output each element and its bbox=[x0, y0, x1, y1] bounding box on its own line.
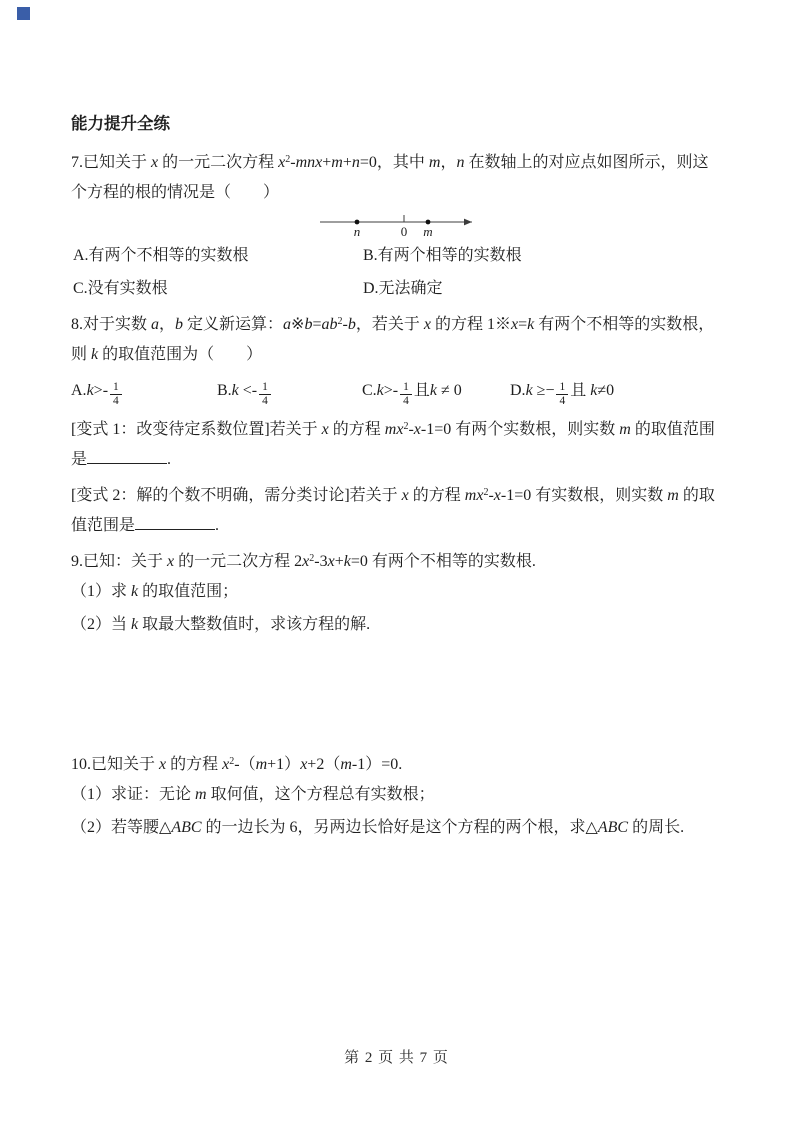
text-run: =0，其中 bbox=[359, 154, 429, 171]
q7-options-cd-option-a bbox=[73, 272, 363, 305]
variant1-line2 bbox=[71, 443, 729, 476]
text-run: 取何值，这个方程总有实数根； bbox=[206, 786, 435, 803]
math-variable: x bbox=[159, 756, 167, 773]
superscript: 2 bbox=[483, 487, 489, 498]
math-variable: n bbox=[456, 154, 465, 171]
q7-options-cd bbox=[71, 272, 729, 305]
math-variable: x bbox=[222, 756, 230, 773]
fraction bbox=[110, 381, 122, 407]
text-run: ， bbox=[440, 154, 457, 171]
q8-options-option-a bbox=[71, 371, 217, 410]
math-variable: b bbox=[347, 316, 356, 333]
math-variable: x bbox=[327, 553, 335, 570]
q7-options-cd-option-b bbox=[363, 272, 729, 305]
q10-part1 bbox=[71, 778, 729, 811]
math-variable: mx bbox=[464, 487, 484, 504]
text-run: A. bbox=[71, 382, 87, 399]
math-variable: x bbox=[423, 316, 431, 333]
math-variable: k bbox=[86, 382, 94, 399]
text-run: <- bbox=[238, 382, 258, 399]
math-variable: x bbox=[401, 487, 409, 504]
text-run: +1） bbox=[267, 756, 301, 773]
math-variable: m bbox=[428, 154, 441, 171]
math-variable: ABC bbox=[171, 819, 202, 836]
text-run: 定义新运算： bbox=[183, 316, 284, 333]
text-run: 9.已知：关于 bbox=[71, 553, 168, 570]
superscript: 2 bbox=[403, 421, 409, 432]
q7-options-ab bbox=[71, 239, 729, 272]
q7-options-ab-option-a bbox=[73, 239, 363, 272]
text-run: （1）求证：无论 bbox=[71, 786, 196, 803]
superscript: 2 bbox=[309, 553, 315, 564]
variant2-line2 bbox=[71, 509, 729, 542]
math-variable: x bbox=[493, 487, 501, 504]
math-variable: mx bbox=[384, 421, 404, 438]
q8-line2 bbox=[71, 338, 729, 371]
text-run: 取最大整数值时，求该方程的解. bbox=[138, 616, 371, 633]
math-variable: x bbox=[510, 316, 519, 333]
section-heading bbox=[71, 108, 729, 141]
math-variable: k bbox=[231, 382, 239, 399]
text-run: -3 bbox=[314, 553, 328, 570]
text-run: [变式 1：改变待定系数位置]若关于 bbox=[71, 421, 322, 438]
text-run: = bbox=[518, 316, 528, 333]
answer-blank bbox=[135, 515, 215, 530]
text-run: +2（ bbox=[307, 756, 341, 773]
text-run: ※ bbox=[291, 316, 305, 333]
text-run: D. bbox=[510, 382, 526, 399]
math-variable: m bbox=[255, 756, 268, 773]
text-run: 有两个不相等的实数根， bbox=[534, 316, 715, 333]
text-run: ，若关于 bbox=[355, 316, 424, 333]
math-variable: a bbox=[283, 316, 292, 333]
worksheet-content bbox=[71, 108, 729, 844]
q7-line2 bbox=[71, 176, 729, 209]
text-run: 8.对于实数 bbox=[71, 316, 152, 333]
fraction-numerator: 1 bbox=[400, 381, 412, 395]
text-run: - bbox=[408, 421, 414, 438]
axis-arrow-icon bbox=[464, 219, 472, 226]
q8-options bbox=[71, 371, 729, 410]
text-run: 的取 bbox=[678, 487, 715, 504]
text-run: D.无法确定 bbox=[363, 280, 443, 297]
fraction bbox=[259, 381, 271, 407]
text-run: 且 bbox=[413, 382, 430, 399]
math-variable: m bbox=[340, 756, 352, 773]
math-variable: k bbox=[527, 316, 535, 333]
fraction-numerator: 1 bbox=[259, 381, 271, 395]
math-variable: k bbox=[590, 382, 598, 399]
text-run: C. bbox=[362, 382, 377, 399]
text-run: 的方程 1※ bbox=[430, 316, 511, 333]
text-run: 7.已知关于 bbox=[71, 154, 152, 171]
math-variable: x bbox=[413, 421, 421, 438]
math-variable: x bbox=[321, 421, 329, 438]
text-run: -1=0 有两个实数根，则实数 bbox=[420, 421, 620, 438]
text-run: - bbox=[342, 316, 348, 333]
text-run: - bbox=[290, 154, 296, 171]
corner-marker bbox=[17, 7, 30, 20]
text-run: ≠0 bbox=[597, 382, 615, 399]
math-variable: ABC bbox=[597, 819, 629, 836]
page-footer bbox=[0, 1046, 793, 1066]
text-run: 10.已知关于 bbox=[71, 756, 160, 773]
text-run: 是 bbox=[71, 451, 88, 468]
math-variable: k bbox=[343, 553, 351, 570]
q7-options-ab-option-b bbox=[363, 239, 729, 272]
fraction bbox=[400, 381, 412, 407]
math-variable: k bbox=[131, 616, 139, 633]
text-run: >- bbox=[383, 382, 399, 399]
text-run: - bbox=[488, 487, 494, 504]
math-variable: b bbox=[304, 316, 313, 333]
math-variable: k bbox=[525, 382, 533, 399]
label-zero: 0 bbox=[400, 224, 408, 239]
variant2-line1 bbox=[71, 476, 729, 509]
q7-numberline bbox=[320, 209, 490, 239]
math-variable: k bbox=[131, 583, 139, 600]
text-run: 在数轴上的对应点如图所示，则这 bbox=[464, 154, 709, 171]
text-run: B.有两个相等的实数根 bbox=[363, 247, 522, 264]
q10-line1 bbox=[71, 745, 729, 778]
text-run: A.有两个不相等的实数根 bbox=[73, 247, 249, 264]
text-run: 的一边长为 6，另两边长恰好是这个方程的两个根，求△ bbox=[201, 819, 598, 836]
text-run: 的取值范围； bbox=[138, 583, 239, 600]
q9-part1 bbox=[71, 575, 729, 608]
text-run: -（ bbox=[234, 756, 256, 773]
text-run: C.没有实数根 bbox=[73, 280, 168, 297]
text-run: ≥− bbox=[532, 382, 555, 399]
text-run: 的取值范围 bbox=[630, 421, 715, 438]
fraction-numerator: 1 bbox=[110, 381, 122, 395]
fraction-denominator: 4 bbox=[403, 395, 409, 407]
numberline-figure bbox=[320, 209, 490, 239]
math-variable: x bbox=[300, 756, 308, 773]
math-variable: n bbox=[351, 154, 360, 171]
text-run: 则 bbox=[71, 346, 92, 363]
text-run: 的方程 bbox=[408, 487, 465, 504]
math-variable: m bbox=[667, 487, 679, 504]
text-run: 的方程 bbox=[328, 421, 385, 438]
text-run: . bbox=[215, 517, 220, 534]
math-variable: m bbox=[619, 421, 631, 438]
text-run: （2）若等腰△ bbox=[71, 819, 172, 836]
q9-part2 bbox=[71, 608, 729, 641]
text-run: -1）=0. bbox=[351, 756, 403, 773]
superscript: 2 bbox=[229, 756, 235, 767]
text-run: ≠ 0 bbox=[437, 382, 462, 399]
text-run: = bbox=[312, 316, 322, 333]
text-run: 的周长. bbox=[628, 819, 685, 836]
label-n: n bbox=[353, 224, 361, 239]
text-run: 且 bbox=[570, 382, 591, 399]
text-run: 个方程的根的情况是（ ） bbox=[71, 184, 280, 201]
math-variable: x bbox=[151, 154, 159, 171]
text-run: + bbox=[322, 154, 332, 171]
text-run: 的方程 bbox=[166, 756, 223, 773]
text-run: 的一元二次方程 bbox=[158, 154, 279, 171]
superscript: 2 bbox=[285, 154, 291, 165]
q8-options-option-d bbox=[510, 371, 729, 410]
math-variable: ab bbox=[321, 316, 338, 333]
fraction-denominator: 4 bbox=[113, 395, 119, 407]
q10-part2 bbox=[71, 811, 729, 844]
text-run: >- bbox=[93, 382, 109, 399]
text-run: （2）当 bbox=[71, 616, 132, 633]
math-variable: k bbox=[91, 346, 99, 363]
text-run: . bbox=[167, 451, 172, 468]
text-run: -1=0 有实数根，则实数 bbox=[500, 487, 668, 504]
text-run: [变式 2：解的个数不明确，需分类讨论]若关于 bbox=[71, 487, 402, 504]
text-run: 的一元二次方程 2 bbox=[174, 553, 303, 570]
math-variable: x bbox=[278, 154, 286, 171]
math-variable: x bbox=[302, 553, 310, 570]
answer-blank bbox=[87, 449, 167, 464]
q7-line1 bbox=[71, 143, 729, 176]
fraction bbox=[556, 381, 568, 407]
page-number-text: 第 2 页 共 7 页 bbox=[344, 1050, 449, 1066]
variant1-line1 bbox=[71, 410, 729, 443]
math-variable: m bbox=[331, 154, 343, 171]
q8-line1 bbox=[71, 305, 729, 338]
math-variable: k bbox=[376, 382, 384, 399]
text-run: B. bbox=[217, 382, 232, 399]
math-variable: mnx bbox=[295, 154, 323, 171]
superscript: 2 bbox=[337, 316, 343, 327]
label-m: m bbox=[423, 224, 433, 239]
q8-options-option-c bbox=[362, 371, 510, 410]
fraction-denominator: 4 bbox=[559, 395, 566, 407]
math-variable: m bbox=[195, 786, 207, 803]
math-variable: x bbox=[167, 553, 175, 570]
q8-options-option-b bbox=[217, 371, 362, 410]
text-run: =0 有两个不相等的实数根. bbox=[350, 553, 536, 570]
fraction-denominator: 4 bbox=[262, 395, 268, 407]
math-variable: a bbox=[151, 316, 160, 333]
text-run: + bbox=[334, 553, 344, 570]
math-variable: b bbox=[175, 316, 184, 333]
q9-line1 bbox=[71, 542, 729, 575]
fraction-numerator: 1 bbox=[556, 381, 568, 395]
math-variable: k bbox=[429, 382, 438, 399]
text-run: + bbox=[342, 154, 352, 171]
text-run: 的取值范围为（ ） bbox=[98, 346, 263, 363]
text-run: 能力提升全练 bbox=[71, 115, 170, 133]
text-run: ， bbox=[159, 316, 176, 333]
text-run: 值范围是 bbox=[71, 517, 136, 534]
text-run: （1）求 bbox=[71, 583, 132, 600]
